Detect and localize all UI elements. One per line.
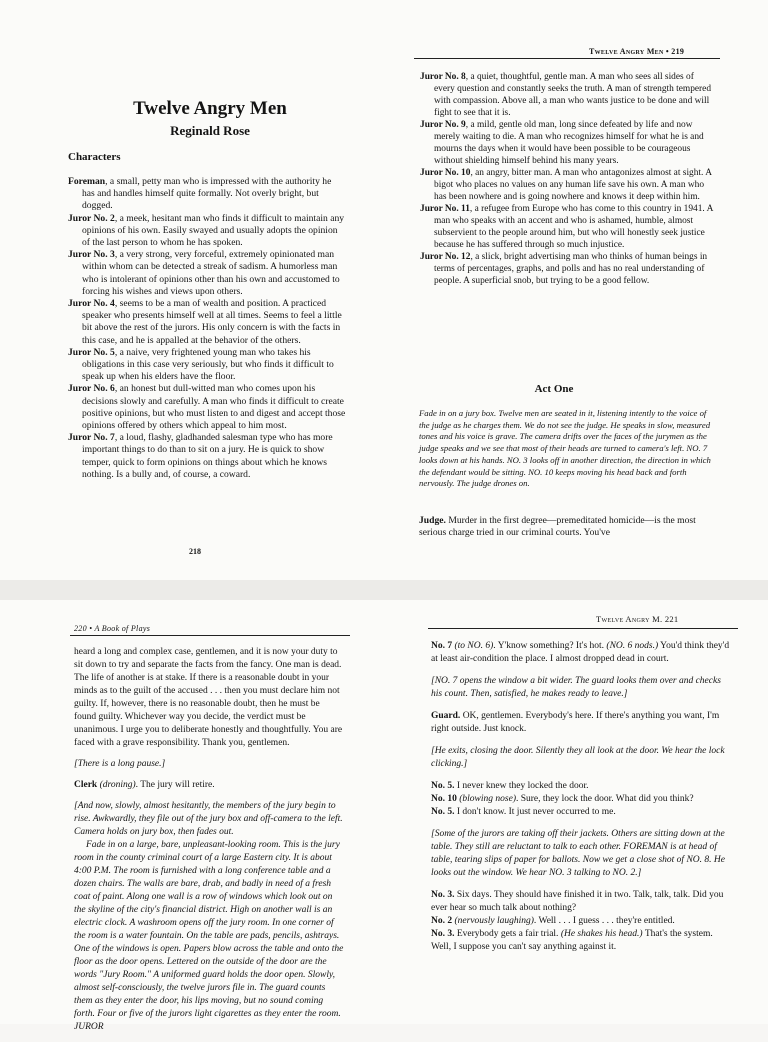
- page-gutter: [0, 580, 768, 600]
- character-entry: Juror No. 10, an angry, bitter man. A man who antagonizes almost at sight. A bigot who places no values on any human life save his own. A man who has been nowhere and is going nowhere and knows it deep within him.: [420, 168, 712, 202]
- dialogue-guard: Guard. OK, gentlemen. Everybody's here. If there's anything you want, I'm right outside. Just knock.: [431, 711, 720, 734]
- running-head-219: Twelve Angry Men • 219: [589, 47, 685, 56]
- stage-direction: [NO. 7 opens the window a bit wider. The guard looks them over and checks his count. Then, satisfied, he makes ready to leave.]: [431, 676, 721, 699]
- judge-speech: heard a long and complex case, gentlemen, and it is now your duty to sit down to try and separate the facts from the fancy. One man is dead. The life of another is at stake. If there is a reasonable doubt in your minds as to the guilt of the accused . . . then you must declare him not guilty. If, however, there is no reasonable doubt, then he must be found guilty. Whichever way you decide, the verdict must be unanimous. I urge you to deliberate honestly and thoughtfully. You are faced with a grave responsibility. Thank you, gentlemen.: [74, 647, 343, 748]
- page-220-text: [74, 646, 344, 1042]
- play-title: Twelve Angry Men: [133, 98, 287, 119]
- dialogue-no10: No. 10 (blowing nose). Sure, they lock the door. What did you think?: [431, 794, 694, 804]
- character-entry: Juror No. 11, a refugee from Europe who has come to this country in 1941. A man who speaks with an accent and who is ashamed, humble, almost subservient to the people around him, but who will honestly seek justice because he has suffered through so much injustice.: [420, 204, 713, 250]
- characters-heading: Characters: [68, 151, 121, 163]
- character-entry: Juror No. 4, seems to be a man of wealth and position. A practiced speaker who presents himself well at all times. Seems to feel a little bit above the rest of the jurors. His only concern is with the facts in this case, and he is appalled at the behavior of the others.: [68, 298, 342, 346]
- stage-direction: [There is a long pause.]: [74, 759, 166, 769]
- character-entry: Juror No. 9, a mild, gentle old man, long since defeated by life and now merely waiting to die. A man who recognizes himself for what he is and mourns the days when it would have been possible to be courageous without shielding himself behind his many years.: [420, 120, 704, 166]
- stage-direction: [And now, slowly, almost hesitantly, the members of the jury begin to rise. Awkwardly, they file out of the jury box and off-camera to the left. Camera holds on jury box, then fades out.: [74, 801, 343, 837]
- page-221-text: [431, 640, 731, 963]
- header-rule: [70, 635, 350, 636]
- stage-direction: Fade in on a jury box. Twelve men are seated in it, listening intently to the voice of the judge as he charges them. We do not see the judge. He speaks in slow, measured tones and his voice is grave. The camera drifts over the faces of the jurymen as the judge speaks and we see that most of their heads are turned to camera's left. NO. 7 looks down at his hands. NO. 3 looks off in another direction, the direction in which the defendant would be sitting. NO. 10 keeps moving his head back and forth nervously. The judge drones on.: [419, 408, 711, 489]
- stage-direction: Fade in on a large, bare, unpleasant-looking room. This is the jury room in the county criminal court of a large Eastern city. It is about 4:00 P.M. The room is furnished with a long conference table and a dozen chairs. The walls are bare, drab, and badly in need of a fresh coat of paint. Along one wall is a row of windows which look out on the skyline of the city's financial district. High on another wall is an electric clock. A washroom opens off the jury room. In one corner of the room is a water fountain. On the table are pads, pencils, ashtrays. One of the windows is open. Papers blow across the table and onto the floor as the door opens. Lettered on the outside of the door are the words "Jury Room." A uniformed guard holds the door open. Slowly, almost self-consciously, the twelve jurors file in. The guard counts them as they enter the door, his lips moving, but no sound coming forth. Four or five of the jurors light cigarettes as they enter the room. JUROR: [74, 840, 344, 1032]
- header-rule: [428, 628, 738, 629]
- dialogue-no3: No. 3. Everybody gets a fair trial. (He shakes his head.) That's the system. Well, I suppose you can't say anything against it.: [431, 929, 713, 952]
- character-entry: Juror No. 6, an honest but dull-witted man who comes upon his decisions slowly and carefully. A man who finds it difficult to create positive opinions, but who must listen to and digest and accept those opinions offered by others which appeal to him most.: [68, 383, 346, 432]
- page-219: [384, 0, 768, 580]
- play-author: Reginald Rose: [170, 123, 250, 138]
- dialogue-no3: No. 3. Six days. They should have finished it in two. Talk, talk, talk. Did you ever hear so much talk about nothing?: [431, 890, 724, 913]
- dialogue-judge: Judge. Murder in the first degree—premeditated homicide—is the most serious charge tried in our criminal courts. You've: [419, 515, 696, 538]
- character-entry: Juror No. 12, a slick, bright advertising man who thinks of human beings in terms of percentages, graphs, and polls and has no real understanding of people. A superficial snob, but trying to be a good fellow.: [420, 252, 708, 286]
- character-list-left: [68, 176, 346, 481]
- character-entry: Juror No. 8, a quiet, thoughtful, gentle man. A man who sees all sides of every question and constantly seeks the truth. A man of strength tempered with compassion. Above all, a man who wants justice to be done and will fight to see that it is.: [420, 72, 712, 118]
- running-head-221: Twelve Angry M. 221: [596, 614, 679, 624]
- character-entry: Foreman, a small, petty man who is impressed with the authority he has and handles himself quite formally. Not overly bright, but dogged.: [68, 176, 332, 212]
- dialogue-no5: No. 5. I don't know. It just never occurred to me.: [431, 807, 616, 817]
- character-list-right: [420, 71, 716, 287]
- character-entry: Juror No. 7, a loud, flashy, gladhanded salesman type who has more important things to do than to sit on a jury. He is quick to show temper, quick to form opinions on things about which he knows nothing. Is a bully and, of course, a coward.: [68, 432, 333, 480]
- dialogue-no2: No. 2 (nervously laughing). Well . . . I guess . . . they're entitled.: [431, 916, 675, 926]
- dialogue-no7: No. 7 (to NO. 6). Y'know something? It's hot. (NO. 6 nods.) You'd think they'd at least air-condition the place. I almost dropped dead in court.: [431, 641, 730, 664]
- character-entry: Juror No. 5, a naive, very frightened young man who takes his obligations in this case very seriously, but who finds it difficult to speak up when his elders have the floor.: [68, 346, 334, 383]
- stage-direction: [Some of the jurors are taking off their jackets. Others are sitting down at the table. They still are reluctant to talk to each other. FOREMAN is at head of table, tearing slips of paper for ballots. Now we get a close shot of NO. 8. He looks out the window. We hear NO. 3 talking to NO. 2.]: [431, 829, 725, 878]
- dialogue-no5: No. 5. I never knew they locked the door.: [431, 781, 589, 791]
- act-heading: Act One: [534, 383, 574, 395]
- dialogue-clerk: Clerk (droning). The jury will retire.: [74, 780, 215, 790]
- header-rule: [414, 58, 720, 59]
- stage-direction: [He exits, closing the door. Silently they all look at the door. We hear the lock clicking.]: [431, 746, 725, 769]
- character-entry: Juror No. 2, a meek, hesitant man who finds it difficult to maintain any opinions of his own. Easily swayed and usually adopts the opinion of the last person to whom he has spoken.: [68, 212, 345, 249]
- page-number-218: 218: [189, 547, 201, 556]
- running-head-220: 220 • A Book of Plays: [74, 624, 151, 633]
- character-entry: Juror No. 3, a very strong, very forceful, extremely opinionated man within whom can be detected a streak of sadism. A humorless man who is intolerant of opinions other than his own and accustomed to forcing his wishes and views upon others.: [68, 249, 340, 297]
